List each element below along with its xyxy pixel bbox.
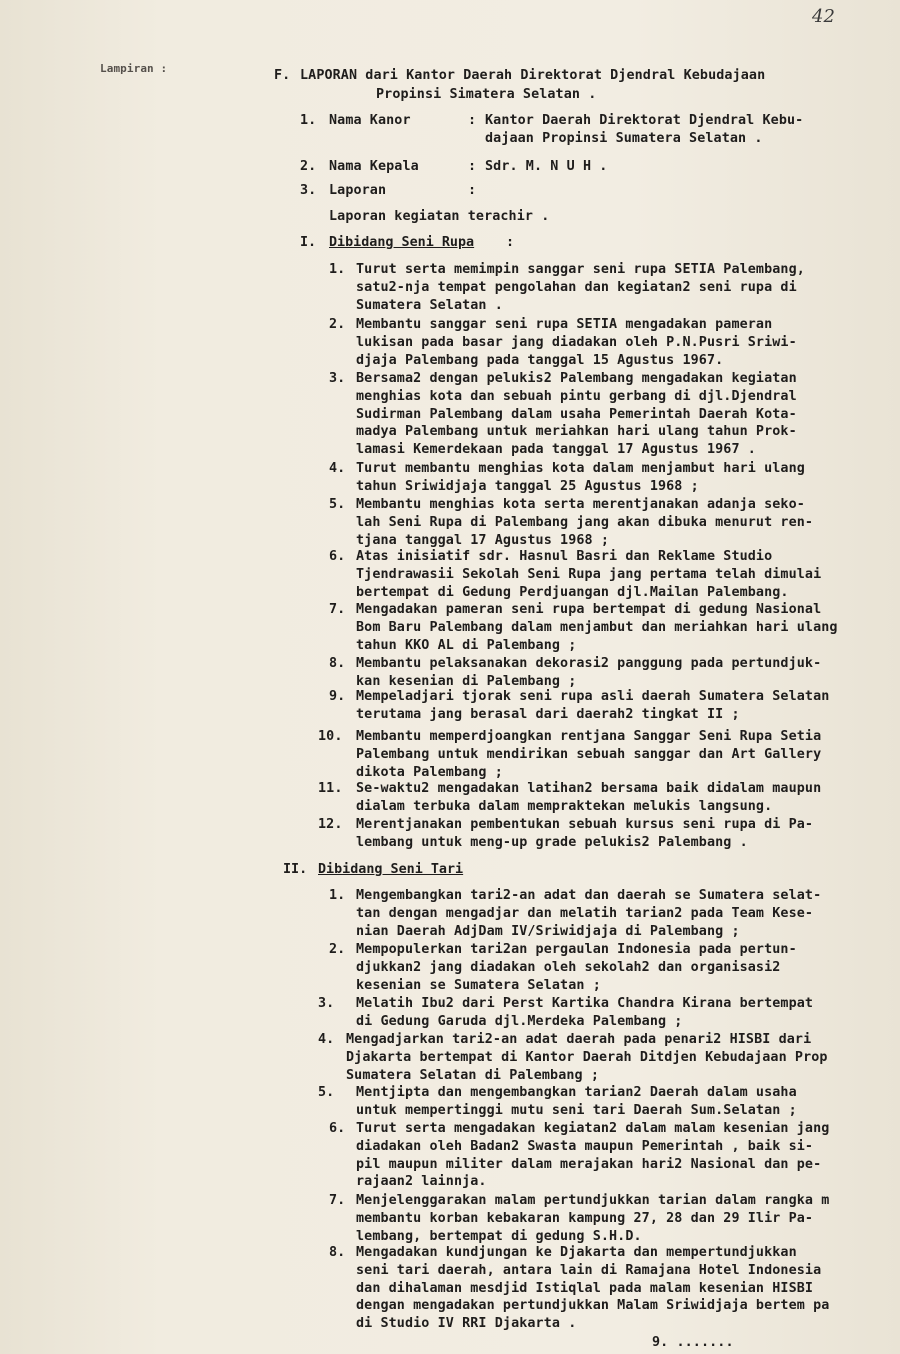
seni-tari-item-number: 4. <box>318 1032 335 1047</box>
field-separator: : <box>468 183 477 198</box>
seni-rupa-item-line: Bersama2 dengan pelukis2 Palembang mengadakan kegiatan <box>356 371 797 386</box>
seni-rupa-item-line: Membantu menghias kota serta merentjanakan adanja seko- <box>356 497 805 512</box>
seni-rupa-item-number: 10. <box>318 729 343 744</box>
seni-rupa-item-line: Atas inisiatif sdr. Hasnul Basri dan Reklame Studio <box>356 549 773 564</box>
section-1-number: I. <box>300 235 317 250</box>
report-title-line2: Propinsi Simatera Selatan . <box>376 87 597 102</box>
seni-rupa-item-line: Bom Baru Palembang dalam menjambut dan meriahkan hari ulang <box>356 619 838 635</box>
seni-rupa-item-line: Membantu pelaksanakan dekorasi2 panggung pada pertundjuk- <box>356 656 822 671</box>
seni-tari-item-number: 6. <box>329 1121 346 1136</box>
seni-rupa-item-number: 2. <box>329 317 346 332</box>
seni-tari-item-number: 7. <box>329 1193 346 1208</box>
seni-tari-item-line: Melatih Ibu2 dari Perst Kartika Chandra Kirana bertempat <box>356 996 814 1011</box>
seni-tari-item-line: Mengadjarkan tari2-an adat daerah pada penari2 HISBI dari <box>346 1032 812 1047</box>
seni-rupa-item-line: dialam terbuka dalam mempraktekan melukis langsung. <box>356 798 773 814</box>
seni-rupa-item-number: 1. <box>329 262 346 277</box>
seni-tari-item-line: tan dengan mengadjar dan melatih tarian2 pada Team Kese- <box>356 905 814 921</box>
seni-tari-item-line: Sumatera Selatan di Palembang ; <box>346 1067 600 1083</box>
seni-rupa-item-line: Membantu memperdjoangkan rentjana Sanggar Seni Rupa Setia <box>356 729 822 744</box>
seni-rupa-item-line: bertempat di Gedung Perdjuangan djl.Mailan Palembang. <box>356 584 789 600</box>
seni-rupa-item-line: djaja Palembang pada tanggal 15 Agustus 1967. <box>356 352 724 368</box>
section-2-title: Dibidang Seni Tari <box>318 862 464 877</box>
header-letter: F. <box>274 68 291 83</box>
seni-tari-item-line: Turut serta mengadakan kegiatan2 dalam malam kesenian jang <box>356 1121 830 1136</box>
seni-tari-item-number: 5. <box>318 1085 335 1100</box>
seni-rupa-item-number: 8. <box>329 656 346 671</box>
seni-tari-item-number: 8. <box>329 1245 346 1260</box>
seni-tari-item-number: 2. <box>329 942 346 957</box>
seni-tari-item-line: nian Daerah AdjDam IV/Sriwidjaja di Palembang ; <box>356 923 740 939</box>
seni-tari-item-line: lembang, bertempat di gedung S.H.D. <box>356 1228 642 1244</box>
seni-rupa-item-line: lah Seni Rupa di Palembang jang akan dibuka menurut ren- <box>356 514 814 530</box>
field-separator: : <box>468 159 477 174</box>
seni-rupa-item-number: 4. <box>329 461 346 476</box>
seni-tari-item-line: djukkan2 jang diadakan oleh sekolah2 dan organisasi2 <box>356 959 781 975</box>
field-label-nama-kanor: Nama Kanor <box>329 113 411 128</box>
field-separator: : <box>468 113 477 128</box>
seni-rupa-item-line: Mengadakan pameran seni rupa bertempat di gedung Nasional <box>356 602 822 617</box>
seni-rupa-item-line: satu2-nja tempat pengolahan dan kegiatan2 seni rupa di <box>356 279 797 295</box>
seni-rupa-item-line: lukisan pada basar jang diadakan oleh P.N.Pusri Sriwi- <box>356 334 797 350</box>
report-intro: Laporan kegiatan terachir . <box>329 209 550 224</box>
seni-rupa-item-line: Merentjanakan pembentukan sebuah kursus seni rupa di Pa- <box>356 817 814 832</box>
seni-rupa-item-line: menghias kota dan sebuah pintu gerbang di djl.Djendral <box>356 388 797 404</box>
seni-rupa-item-line: lembang untuk meng-up grade pelukis2 Palembang . <box>356 834 748 850</box>
section-1-colon: : <box>506 235 515 250</box>
seni-rupa-item-line: Se-waktu2 mengadakan latihan2 bersama baik didalam maupun <box>356 781 822 796</box>
section-2-number: II. <box>283 862 308 877</box>
seni-rupa-item-number: 11. <box>318 781 343 796</box>
lampiran-label: Lampiran : <box>100 62 168 75</box>
seni-tari-item-line: Menjelenggarakan malam pertundjukkan tarian dalam rangka m <box>356 1193 830 1208</box>
seni-rupa-item-number: 5. <box>329 497 346 512</box>
seni-tari-item-line: diadakan oleh Badan2 Swasta maupun Pemerintah , baik si- <box>356 1138 814 1154</box>
seni-rupa-item-number: 7. <box>329 602 346 617</box>
seni-tari-item-line: pil maupun militer dalam merajakan hari2 Nasional dan pe- <box>356 1156 822 1172</box>
field-number: 1. <box>300 113 317 128</box>
field-value-nama-kanor: Kantor Daerah Direktorat Djendral Kebu- <box>485 113 804 128</box>
handwritten-page-number: 42 <box>812 6 835 27</box>
seni-rupa-item-line: Tjendrawasii Sekolah Seni Rupa jang pertama telah dimulai <box>356 566 822 582</box>
seni-rupa-item-line: tahun Sriwidjaja tanggal 25 Agustus 1968 ; <box>356 478 699 494</box>
section-1-title: Dibidang Seni Rupa <box>329 235 475 250</box>
seni-rupa-item-line: tjana tanggal 17 Agustus 1968 ; <box>356 532 610 548</box>
seni-rupa-item-line: kan kesenian di Palembang ; <box>356 673 577 689</box>
field-number: 2. <box>300 159 317 174</box>
seni-rupa-item-number: 6. <box>329 549 346 564</box>
seni-rupa-item-number: 12. <box>318 817 343 832</box>
seni-rupa-item-line: Palembang untuk mendirikan sebuah sanggar dan Art Gallery <box>356 746 822 762</box>
continuation-marker: 9. ....... <box>652 1335 734 1350</box>
seni-tari-item-line: rajaan2 lainnja. <box>356 1174 487 1190</box>
seni-tari-item-line: Mengembangkan tari2-an adat dan daerah se Sumatera selat- <box>356 888 822 903</box>
seni-rupa-item-line: tahun KKO AL di Palembang ; <box>356 637 577 653</box>
seni-rupa-item-line: madya Palembang untuk meriahkan hari ulang tahun Prok- <box>356 424 797 440</box>
seni-rupa-item-line: dikota Palembang ; <box>356 764 503 780</box>
report-title-line1: LAPORAN dari Kantor Daerah Direktorat Djendral Kebudajaan <box>300 68 766 83</box>
seni-rupa-item-line: lamasi Kemerdekaan pada tanggal 17 Agustus 1967 . <box>356 442 756 458</box>
seni-tari-item-line: kesenian se Sumatera Selatan ; <box>356 977 601 993</box>
field-value-nama-kepala: Sdr. M. N U H . <box>485 159 608 174</box>
seni-tari-item-line: di Studio IV RRI Djakarta . <box>356 1316 577 1332</box>
seni-tari-item-line: dengan mengadakan pertundjukkan Malam Sriwidjaja bertem pa <box>356 1298 830 1314</box>
field-number: 3. <box>300 183 317 198</box>
field-label-nama-kepala: Nama Kepala <box>329 159 419 174</box>
seni-tari-item-line: Djakarta bertempat di Kantor Daerah Ditdjen Kebudajaan Prop <box>346 1049 828 1065</box>
seni-rupa-item-line: Turut membantu menghias kota dalam menjambut hari ulang <box>356 461 805 476</box>
seni-tari-item-number: 1. <box>329 888 346 903</box>
seni-tari-item-line: membantu korban kebakaran kampung 27, 28 dan 29 Ilir Pa- <box>356 1210 814 1226</box>
seni-rupa-item-line: Turut serta memimpin sanggar seni rupa SETIA Palembang, <box>356 262 805 277</box>
seni-rupa-item-line: Sumatera Selatan . <box>356 297 503 313</box>
seni-tari-item-number: 3. <box>318 996 335 1011</box>
seni-tari-item-line: Mempopulerkan tari2an pergaulan Indonesia pada pertun- <box>356 942 797 957</box>
seni-rupa-item-line: Mempeladjari tjorak seni rupa asli daerah Sumatera Selatan <box>356 689 830 704</box>
seni-tari-item-line: Mentjipta dan mengembangkan tarian2 Daerah dalam usaha <box>356 1085 797 1100</box>
field-label-laporan: Laporan <box>329 183 387 198</box>
seni-rupa-item-number: 9. <box>329 689 346 704</box>
field-value-nama-kanor-cont: dajaan Propinsi Sumatera Selatan . <box>485 131 763 146</box>
seni-tari-item-line: untuk mempertinggi mutu seni tari Daerah Sum.Selatan ; <box>356 1102 797 1118</box>
seni-rupa-item-line: Sudirman Palembang dalam usaha Pemerintah Daerah Kota- <box>356 406 797 422</box>
seni-tari-item-line: Mengadakan kundjungan ke Djakarta dan mempertundjukkan <box>356 1245 797 1260</box>
seni-tari-item-line: di Gedung Garuda djl.Merdeka Palembang ; <box>356 1013 683 1029</box>
seni-rupa-item-line: terutama jang berasal dari daerah2 tingkat II ; <box>356 706 740 722</box>
seni-tari-item-line: dan dihalaman mesdjid Istiqlal pada malam kesenian HISBI <box>356 1280 814 1296</box>
seni-tari-item-line: seni tari daerah, antara lain di Ramajana Hotel Indonesia <box>356 1262 822 1278</box>
seni-rupa-item-line: Membantu sanggar seni rupa SETIA mengadakan pameran <box>356 317 773 332</box>
seni-rupa-item-number: 3. <box>329 371 346 386</box>
